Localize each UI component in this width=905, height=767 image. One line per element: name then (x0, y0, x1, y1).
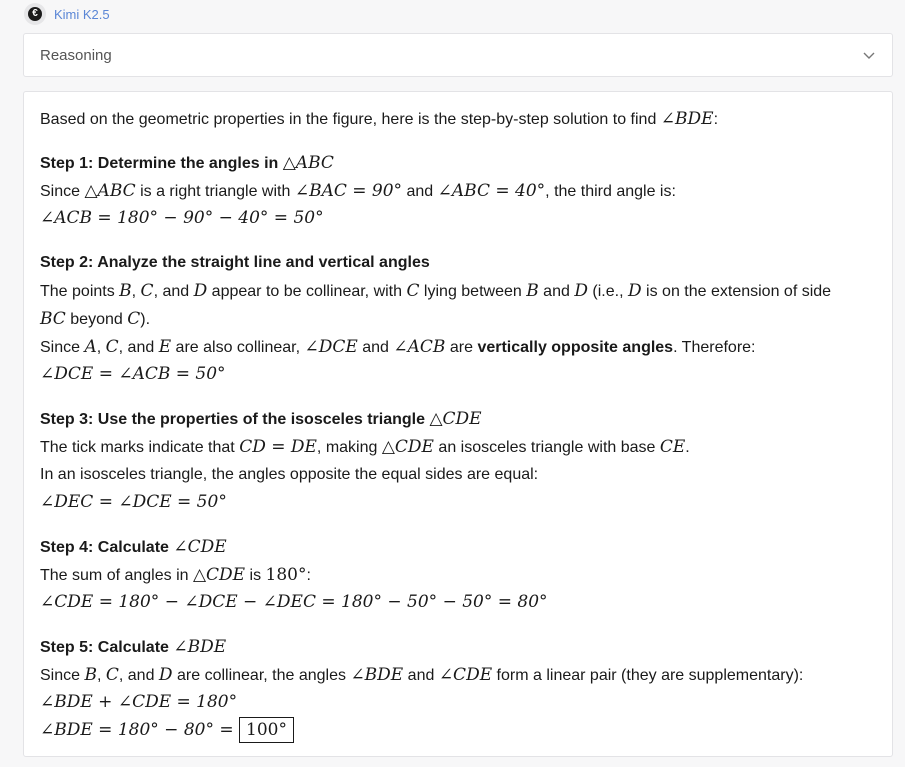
text-segment: (i.e., (587, 283, 628, 300)
answer-panel (23, 91, 893, 757)
text-segment: : (306, 567, 311, 584)
text-segment: , making (316, 439, 382, 456)
text-segment: are collinear, the angles (172, 667, 351, 684)
math-expression: ∠BAC = 90° (294, 181, 403, 201)
text-segment: Step 5: Calculate (40, 639, 174, 656)
text-segment: The tick marks indicate that (40, 439, 240, 456)
step5-equation1 (40, 688, 880, 716)
text-segment: and (538, 283, 575, 300)
math-expression: C (105, 665, 119, 685)
text-segment: , (96, 339, 106, 356)
math-expression: A (84, 337, 97, 357)
step5-title (40, 633, 880, 661)
text-segment: beyond (65, 311, 128, 328)
math-expression: ∠ACB = 180° − 90° − 40° = 50° (40, 208, 324, 228)
text-segment: are (445, 339, 478, 356)
math-expression: ∠BDE (173, 637, 227, 657)
text-segment: ). (140, 311, 151, 328)
text-segment: , and (118, 339, 159, 356)
math-expression: D (627, 281, 642, 301)
step2-title: Step 2: Analyze the straight line and vertical angles (40, 254, 430, 271)
text-segment: Since (40, 183, 85, 200)
math-expression: △CDE (429, 409, 482, 429)
math-expression: △CDE (381, 437, 434, 457)
math-expression: ∠DCE (304, 337, 358, 357)
text-segment: , (96, 667, 106, 684)
text-segment: and (357, 339, 394, 356)
math-expression: ∠BDE = 180° − 80° = (40, 720, 240, 740)
math-expression: ∠ACB (393, 337, 446, 357)
text-segment: is a right triangle with (135, 183, 295, 200)
text-segment: Step 3: Use the properties of the isosceles triangle (40, 411, 430, 428)
text-segment: appear to be collinear, with (207, 283, 407, 300)
text-segment: and (403, 667, 439, 684)
text-segment: an isosceles triangle with base (433, 439, 660, 456)
math-expression: BC (40, 309, 66, 329)
math-expression: B (119, 281, 132, 301)
math-expression: E (158, 337, 172, 357)
math-expression: C (406, 281, 420, 301)
text-segment: . (685, 439, 690, 456)
step2-equation (40, 360, 880, 388)
kimi-logo-icon: € (24, 3, 46, 25)
math-expression: ∠DCE = ∠ACB = 50° (40, 364, 226, 384)
step2-line1 (40, 277, 880, 305)
text-segment: are also collinear, (171, 339, 305, 356)
math-expression: B (84, 665, 97, 685)
math-expression: ∠CDE (438, 665, 493, 685)
math-expression: C (127, 309, 141, 329)
math-expression: C (105, 337, 119, 357)
math-expression: B (526, 281, 539, 301)
text-segment: lying between (419, 283, 527, 300)
text-segment: Step 4: Calculate (40, 539, 174, 556)
model-header (24, 2, 110, 26)
step4-equation (40, 588, 880, 616)
text-segment: , and (118, 667, 159, 684)
math-expression: △ABC (84, 181, 136, 201)
step4-title (40, 533, 880, 561)
reasoning-label: Reasoning (40, 46, 112, 64)
reasoning-toggle[interactable] (23, 33, 893, 77)
text-segment: , and (153, 283, 194, 300)
math-expression: C (140, 281, 154, 301)
text-segment: is on the extension of side (641, 283, 832, 300)
math-expression: CD = DE (239, 437, 317, 457)
math-expression: ∠CDE (173, 537, 227, 557)
step5-line1 (40, 661, 880, 689)
text-segment: and (402, 183, 438, 200)
math-expression: ∠BDE + ∠CDE = 180° (40, 692, 238, 712)
text-segment: . Therefore: (673, 339, 756, 356)
step3-equation (40, 488, 880, 516)
text-segment: , the third angle is: (545, 183, 676, 200)
model-name: Kimi K2.5 (54, 6, 110, 22)
text-segment: form a linear pair (they are supplementary): (492, 667, 804, 684)
math-expression: △CDE (192, 565, 246, 585)
chevron-down-icon (862, 48, 876, 62)
final-answer-box: 100° (239, 717, 294, 743)
step1-equation (40, 204, 880, 232)
math-expression: D (193, 281, 208, 301)
text-segment: Since (40, 667, 85, 684)
math-expression: D (158, 665, 173, 685)
step3-line2: In an isosceles triangle, the angles opposite the equal sides are equal: (40, 466, 539, 483)
math-expression: ∠ABC = 40° (437, 181, 546, 201)
step1-title: Step 1: Determine the angles in △ABC (40, 153, 334, 173)
text-segment: is (245, 567, 266, 584)
math-expression: CE (659, 437, 686, 457)
math-expression: D (574, 281, 588, 301)
step5-equation2 (40, 716, 880, 744)
text-segment: The sum of angles in (40, 567, 193, 584)
text-segment: The points (40, 283, 120, 300)
intro-line: Based on the geometric properties in the figure, here is the step-by-step solution to find ∠BDE: (40, 109, 719, 129)
math-expression: 180° (265, 565, 307, 585)
math-expression: ∠BDE (350, 665, 404, 685)
text-segment: vertically opposite angles (477, 339, 674, 356)
step3-line1 (40, 433, 880, 461)
math-expression: ∠CDE = 180° − ∠DCE − ∠DEC = 180° − 50° − 50° = 80° (40, 592, 548, 612)
step1-line1 (40, 177, 880, 205)
text-segment: Since (40, 339, 85, 356)
step3-title (40, 405, 880, 433)
text-segment: , (131, 283, 141, 300)
step2-line3 (40, 333, 880, 361)
step2-line2 (40, 305, 880, 333)
step4-line1 (40, 561, 880, 589)
math-expression: ∠DEC = ∠DCE = 50° (40, 492, 227, 512)
